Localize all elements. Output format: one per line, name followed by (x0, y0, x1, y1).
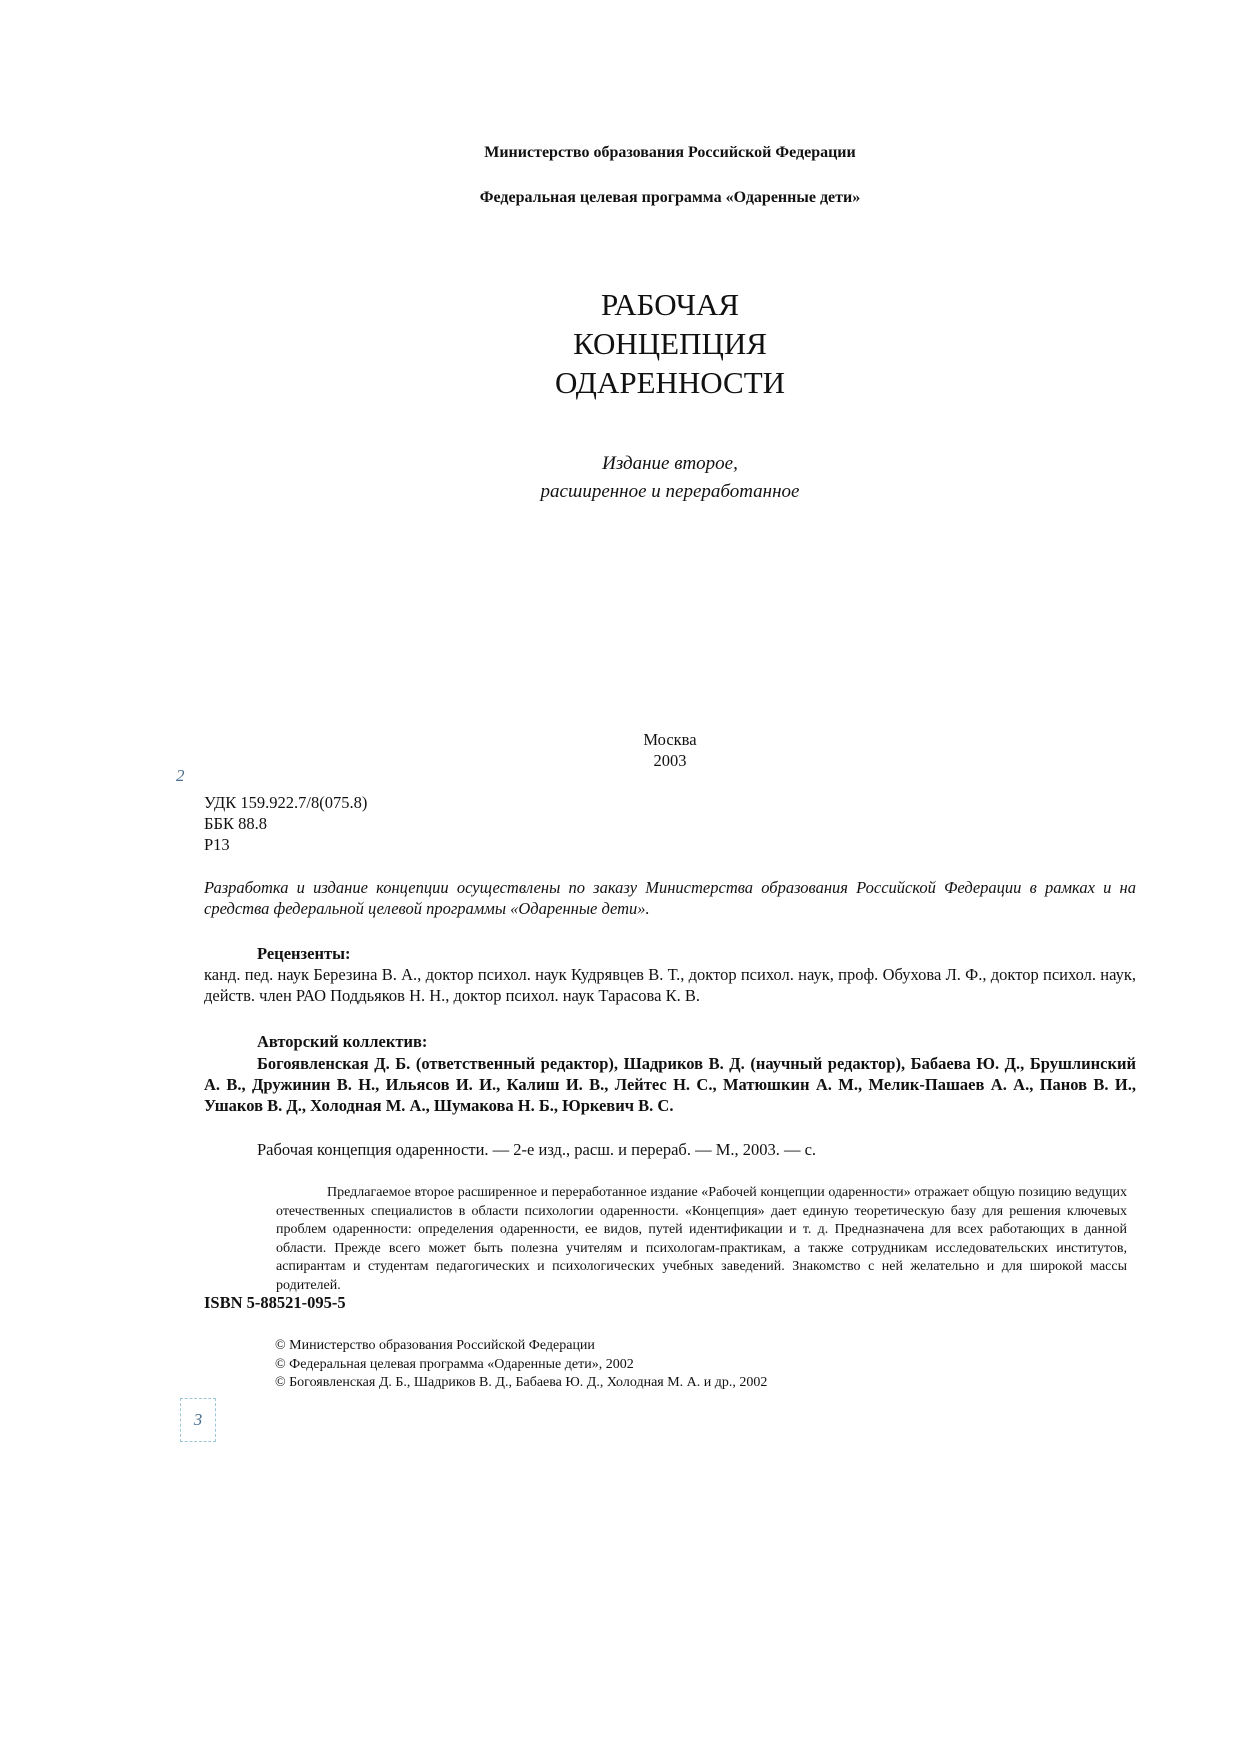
copyright-line: © Федеральная целевая программа «Одаренные дети», 2002 (275, 1356, 634, 1372)
authors-heading: Авторский коллектив: (257, 1032, 428, 1051)
sponsor-note: Разработка и издание концепции осуществлены по заказу Министерства образования Российской Федерации в рамках и на средства федеральной целевой программы «Одаренные дети». (204, 878, 1136, 918)
udk-code: УДК 159.922.7/8(075.8) (204, 793, 368, 812)
book-title (0, 285, 1240, 402)
page-number-3: 3 (193, 1410, 203, 1429)
program-header: Федеральная целевая программа «Одаренные дети» (479, 189, 861, 206)
page-number-2: 2 (176, 766, 185, 785)
edition-line: расширенное и переработанное (540, 481, 800, 502)
imprint (0, 729, 1240, 771)
title-line: РАБОЧАЯ (600, 287, 740, 322)
copyright-line: © Министерство образования Российской Федерации (275, 1338, 595, 1353)
edition-line: Издание второе, (602, 453, 738, 474)
bibliographic-record: Рабочая концепция одаренности. — 2-е изд., расш. и перераб. — М., 2003. — с. (257, 1140, 817, 1159)
title-line: КОНЦЕПЦИЯ (573, 326, 767, 361)
title-line: ОДАРЕННОСТИ (554, 365, 786, 400)
imprint-year: 2003 (653, 751, 687, 770)
page-number-3-box (180, 1398, 216, 1442)
copyright-line: © Богоявленская Д. Б., Шадриков В. Д., Бабаева Ю. Д., Холодная М. А. и др., 2002 (275, 1375, 768, 1390)
classification (204, 792, 367, 855)
author-mark: Р13 (204, 835, 230, 854)
imprint-city: Москва (643, 730, 697, 749)
isbn: ISBN 5-88521-095-5 (204, 1293, 346, 1312)
reviewers-heading: Рецензенты: (257, 944, 351, 963)
copyrights (275, 1337, 767, 1393)
edition-info (0, 450, 1240, 506)
ministry-header: Министерство образования Российской Федерации (484, 144, 856, 161)
reviewers-text: канд. пед. наук Березина В. А., доктор психол. наук Кудрявцев В. Т., доктор психол. наук, проф. Обухова Л. Ф., доктор психол. наук, действ. член РАО Поддьяков Н. Н., доктор психол. наук Тарасова К. В. (204, 965, 1136, 1005)
abstract: Предлагаемое второе расширенное и переработанное издание «Рабочей концепции одаренности» отражает общую позицию ведущих отечественных специалистов в области психологии одаренности. «Концепция» дает единую теоретическую базу для решения ключевых проблем одаренности: определения одаренности, ее видов, путей идентификации и т. д. Предназначена для всех работающих в данной области. Прежде всего может быть полезна учителям и психологам-практикам, а также сотрудникам исследовательских институтов, аспирантам и студентам педагогических и психологических учебных заведений. Знакомство с ней желательно и для широкой массы родителей. (276, 1185, 1127, 1293)
bbk-code: ББК 88.8 (204, 814, 267, 833)
authors-text: Богоявленская Д. Б. (ответственный редактор), Шадриков В. Д. (научный редактор), Бабаева Ю. Д., Брушлинский А. В., Дружинин В. Н., Ильясов И. И., Калиш И. В., Лейтес Н. С., Матюшкин А. М., Мелик-Пашаев А. А., Панов В. И., Ушаков В. Д., Холодная М. А., Шумакова Н. Б., Юркевич В. С. (204, 1054, 1136, 1115)
